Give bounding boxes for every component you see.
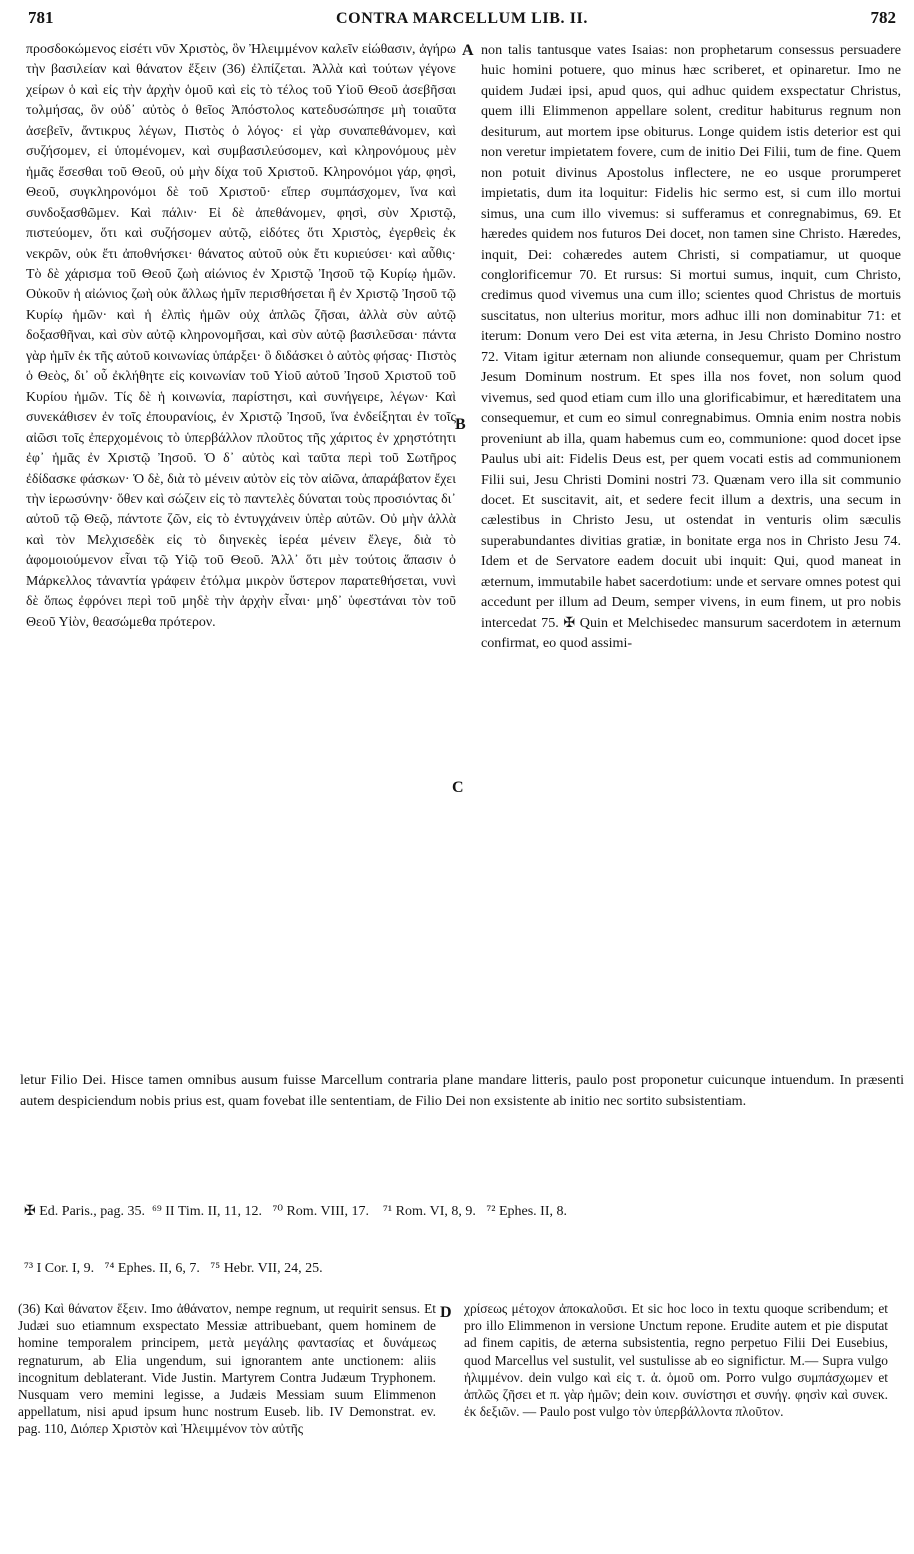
- running-title: CONTRA MARCELLUM LIB. II.: [336, 10, 588, 27]
- running-header: [28, 8, 896, 34]
- margin-marker-a: A: [462, 42, 474, 59]
- margin-marker-b: B: [455, 416, 466, 433]
- margin-marker-c: C: [452, 779, 464, 796]
- page-number-left: 781: [28, 8, 54, 27]
- latin-continuation-text: letur Filio Dei. Hisce tamen omnibus ausum fuisse Marcellum contraria plane mandare litteris, paulo post proponetur cuicunque intuendum. In præsenti autem despiciendum nobis prius est, quam fovebat ille sententiam, de Filio Dei non exsistente ab initio nec sortito subsistentiam.: [20, 1072, 904, 1109]
- greek-text-column: [26, 40, 456, 633]
- latin-text: non talis tantusque vates Isaias: non prophetarum consessus persuadere huic homini potuere, quo minus hæc scriberet, et opinaretur. Imo ne quidem Judæi ipsi, apud quos, qui adhuc quidem exspectatur Christus, quem illi Elimmenon appellare solent, creditur habiturus regnum non desiturum, aut mortem ipse obiturus. Longe quidem istis deterior est qui non veretur impietatem fovere, cum de initio Dei Filii, tum de fine. Quem non potuit divinus Apostolus inflectere, ne eo usque prorumperet impietatis, dum ita loquitur: Fidelis hic sermo est, si cum illo mortui simus, una cum illo vivemus: si sufferamus et conregnabimus, 69. Et hæredes quidem nos futuros Dei docet, non tamen sine Christo. Hæredes, inquit, Dei: cohæredes autem Christi, si compatiamur, ut quoque conglorificemur 70. Et rursus: Si mortui sumus, inquit, cum Christo, credimus quod vivemus una cum illo; scientes quod Christus de mortuis suscitatus, non ulterius moritur, mors adhuc illi non dominabitur 71: et iterum: Donum vero Dei est vita æterna, in Jesu Christo Domino nostro 72. Vitam igitur æternam non aliunde consequemur, quam per Christum Jesum Dominum nostrum. Et spes illa nos fovet, non solum quod vivemus, sed quod etiam cum illo una glorificabimur, et hæreditatem una consequemur, et cum eo simul conregnabimus. Omnia enim nostra nobis proveniunt ab illa, quam habemus cum eo, communione: quod docet ipse Paulus ubi ait: Fidelis Deus est, per quem vocati estis ad communionem Filii sui, Jesu Christi Domini nostri 73. Quænam vero illa sit communio docet. Et suscitavit, ait, et sedere fecit illum a dextris, una secum in cælestibus in Christo Jesu, ut ostendat in venturis olim sæculis superabundantes divitias gratiæ, in bonitate erga nos in Christo Jesu 74. Idem et de Servatore eadem docuit ubi inquit: Qui, quod maneat in æternum, immutabile habet sacerdotium: unde et servare omnes potest qui accedunt per illum ad Deum, semper vivens, in eum finem, ut pro nobis intercedat 75. ✠ Quin et Melchisedec mansurum sacerdotem in æternum confirmat, eo quod assimi-: [481, 42, 901, 652]
- reference-line-1: ✠ Ed. Paris., pag. 35. ⁶⁹ II Tim. II, 11, 12. ⁷⁰ Rom. VIII, 17. ⁷¹ Rom. VI, 8, 9. ⁷² Ephes. II, 8.: [24, 1204, 567, 1219]
- greek-text: προσδοκώμενος εἰσέτι νῦν Χριστὸς, ὃν Ἠλειμμένον καλεῖν εἰώθασιν, ἀγήρω τὴν βασιλείαν καὶ θάνατον ἕξειν (36) ἐλπίζεται. Ἀλλὰ καὶ τούτων γέγονε χείρων ὁ καὶ εἰς τὴν ἀρχὴν ὁμοῦ καὶ εἰς τὸ τέλος τοῦ Υἱοῦ Θεοῦ ἀσεβῆσαι τολμήσας, ὃν οὐδ᾽ αὐτὸς ὁ θεῖος Ἀπόστολος κατεδυσώπησε μὴ τοιαῦτα ἀσεβεῖν, ἄντικρυς λέγων, Πιστὸς ὁ λόγος· εἰ γὰρ συναπεθάνομεν, καὶ συζήσομεν, εἰ ὑπομένομεν, καὶ συμβασιλεύσομεν, καὶ κληρονόμους μὲν ἡμᾶς ἔσεσθαι τοῦ Θεοῦ, οὐ μὴν δίχα τοῦ Χριστοῦ. Κληρονόμοι γάρ, φησὶ, Θεοῦ, συγκληρονόμοι δὲ τοῦ Χριστοῦ· εἴπερ συμπάσχομεν, ἵνα καὶ συνδοξασθῶμεν. Καὶ πάλιν· Εἰ δὲ ἀπεθάνομεν, φησὶ, σὺν Χριστῷ, πιστεύομεν, ὅτι καὶ συζήσομεν αὐτῷ, εἰδότες ὅτι Χριστὸς, ἐγερθεὶς ἐκ νεκρῶν, οὐκ ἔτι ἀποθνήσκει· θάνατος αὐτοῦ οὐκ ἔτι κυριεύσει· καὶ αὖθις· Τὸ δὲ χάρισμα τοῦ Θεοῦ ζωὴ αἰώνιος ἐν Χριστῷ Ἰησοῦ τῷ Κυρίῳ ἡμῶν. Οὐκοῦν ἡ αἰώνιος ζωὴ οὐκ ἄλλως ἡμῖν περισθήσεται ἢ ἐν Χριστῷ Ἰησοῦ τῷ Κυρίῳ ἡμῶν· καὶ ἡ ἐλπὶς ἡμῶν οὐχ ἁπλῶς ζῆσαι, ἀλλὰ σὺν αὐτῷ δοξασθῆναι, καὶ σὺν αὐτῷ κληρονομῆσαι, καὶ σὺν αὐτῷ βασιλεῦσαι· πάντα γὰρ ἡμῖν ἐκ τῆς αὐτοῦ κοινωνίας ὑπάρξει· ὃ διδάσκει ὁ αὐτὸς φήσας· Πιστὸς ὁ Θεὸς, δι᾽ οὗ ἐκλήθητε εἰς κοινωνίαν τοῦ Υἱοῦ αὐτοῦ Ἰησοῦ Χριστοῦ τοῦ Κυρίου ἡμῶν. Τίς δὲ ἡ κοινωνία, παρίστησι, καὶ συνήγειρε, λέγων· Καὶ συνεκάθισεν ἐν τοῖς ἐπουρανίοις, ἐν Χριστῷ Ἰησοῦ, ἵνα ἐνδείξηται ἐν τοῖς αἰῶσι τοῖς ἐπερχομένοις τὸ ὑπερβάλλον πλοῦτος τῆς χάριτος ἐν χρηστότητι ἐφ᾽ ἡμᾶς ἐν Χριστῷ Ἰησοῦ. Ὁ δ᾽ αὐτὸς καὶ ταῦτα περὶ τοῦ Σωτῆρος ἐδίδασκε φάσκων· Ὁ δὲ, διὰ τὸ μένειν αὐτὸν εἰς τὸν αἰῶνα, ἀπαράβατον ἔχει τὴν ἱερωσύνην· ὅθεν καὶ σώζειν εἰς τὸ παντελὲς δύναται τοὺς προσιόντας δι᾽ αὐτοῦ τῷ Θεῷ, πάντοτε ζῶν, εἰς τὸ ἐντυγχάνειν ὑπὲρ αὐτῶν. Οὐ μὴν ἀλλὰ καὶ τὸν Μελχισεδὲκ εἰς τὸ διηνεκὲς ἱερέα μένειν ἔλεγε, διὰ τὸ ἀφομοιούμενον εἶναι τῷ Υἱῷ τοῦ Θεοῦ. Ἀλλ᾽ ὅτι μὲν τούτοις ἅπασιν ὁ Μάρκελλος τἀναντία γράφειν ἐτόλμα μικρὸν ὕστερον παρατεθήσεται, νυνὶ δὲ ὅπως ἐφρόνει περὶ τοῦ μηδὲ τὴν ἀρχὴν εἶναι· μηδ᾽ ὑφεστάναι τὸν τοῦ Θεοῦ Υἱὸν, θεασώμεθα πρότερον.: [26, 42, 456, 630]
- footnote-left-column: [18, 1300, 436, 1438]
- reference-line-2: ⁷³ I Cor. I, 9. ⁷⁴ Ephes. II, 6, 7. ⁷⁵ Hebr. VII, 24, 25.: [24, 1261, 323, 1276]
- footnote-36-text: (36) Καὶ θάνατον ἕξειν. Imo ἀθάνατον, nempe regnum, ut requirit sensus. Et Judæi suo etiamnum exspectato Messiæ attribuebant, quem hominem de homine temporalem principem, μετὰ μεγάλης φαντασίας et δυνάμεως regnaturum, ab Elia ungendum, sui ignorantem ante unctionem: aliis incognitum deblaterant. Vide Justin. Martyrem Contra Judæum Tryphonem. Nusquam vero memini legisse, a Judæis Messiam suum Elimmenon appellatum, nisi apud ipsum hunc nostrum Euseb. lib. IV Demonstrat. ev. pag. 110, Διόπερ Χριστὸν καὶ Ἠλειμμένον τὸν αὐτῆς: [18, 1301, 436, 1437]
- scripture-references: [24, 1164, 904, 1316]
- latin-text-column: [481, 40, 901, 654]
- latin-continuation-paragraph: [20, 1070, 904, 1112]
- footnote-continuation-text: χρίσεως μέτοχον ἀποκαλοῦσι. Et sic hoc loco in textu quoque scribendum; et pro illo Elimmenon in versione Unctum repone. Erudite autem et pie disputat ad finem capitis, de æterna subsistentia, regno perpetuo Filii Dei Eusebius, quod Marcellus vel sustulit, vel sustulisse ab eo significtur. M.— Supra vulgo ἠλιμμένον. dein vulgo καὶ εἰς τ. ἀ. ὁμοῦ om. Porro vulgo συμπάσχωμεν et ἁπλῶς ζῆσει et π. γὰρ ἡμῶν; dein κοιν. συνίστησι et συνήγ. φησὶν καὶ συνεκ. ἐκ δεξιῶν. — Paulo post vulgo τὸν ὑπερβάλλοντα πλοῦτον.: [464, 1301, 888, 1420]
- footnote-right-column: [464, 1300, 888, 1420]
- page-number-right: 782: [870, 8, 896, 27]
- margin-marker-d: D: [440, 1304, 452, 1321]
